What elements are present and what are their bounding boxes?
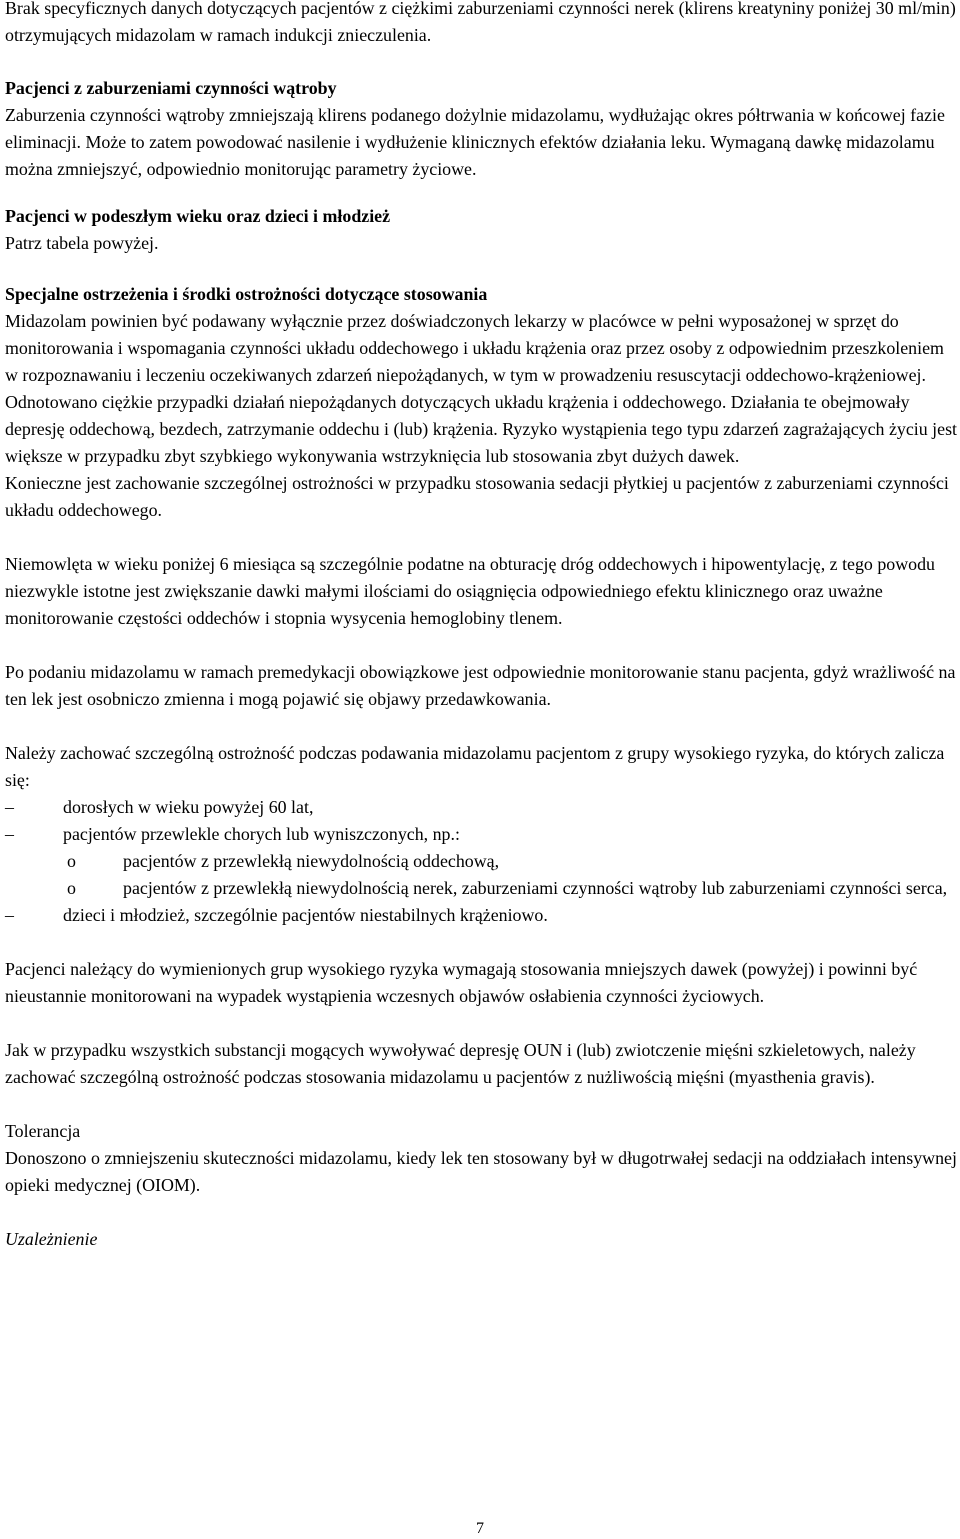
section-heading-addiction: Uzależnienie — [5, 1229, 98, 1249]
sub-list-item-text: pacjentów z przewlekłą niewydolnością oddechową, — [123, 851, 500, 871]
list-item — [5, 794, 957, 821]
section-addiction — [5, 1226, 957, 1253]
paragraph-renal-impairment: Brak specyficznych danych dotyczących pacjentów z ciężkimi zaburzeniami czynności nerek (klirens kreatyniny poniżej 30 ml/min) otrzymujących midazolam w ramach indukcji znieczulenia. — [5, 0, 956, 45]
list-item — [5, 902, 957, 929]
paragraph-high-risk-intro: Należy zachować szczególną ostrożność podczas podawania midazolamu pacjentom z grupy wysokiego ryzyka, do których zalicza się: — [5, 743, 945, 790]
document-page — [5, 0, 957, 1253]
list-item — [5, 821, 957, 848]
sub-list-item — [5, 875, 957, 902]
paragraph-cns-depression: Jak w przypadku wszystkich substancji mogących wywoływać depresję OUN i (lub) zwiotczenie mięśni szkieletowych, należy zachować szczególną ostrożność podczas stosowania midazolamu u pacjentów z nużliwością mięśni (myasthenia gravis). — [5, 1040, 916, 1087]
paragraph-warnings-1: Midazolam powinien być podawany wyłącznie przez doświadczonych lekarzy w placówce w pełni wyposażonej w sprzęt do monitorowania i wspomagania czynności układu oddechowego i układu krążenia oraz przez osoby z odpowiednim przeszkoleniem w rozpoznawaniu i leczeniu oczekiwanych zdarzeń niepożądanych, w tym w prowadzeniu resuscytacji oddechowo-krążeniowej. — [5, 311, 944, 385]
section-elderly-children — [5, 203, 957, 257]
section-high-risk — [5, 740, 957, 929]
list-item-text: pacjentów przewlekle chorych lub wyniszczonych, np.: — [63, 824, 460, 844]
circle-marker: o — [67, 851, 76, 871]
section-heading-liver: Pacjenci z zaburzeniami czynności wątroby — [5, 78, 337, 98]
dash-marker: – — [5, 905, 14, 925]
sub-list-item-text: pacjentów z przewlekłą niewydolnością nerek, zaburzeniami czynności wątroby lub zaburzeniami czynności serca, — [123, 878, 948, 898]
paragraph-warnings-3: Konieczne jest zachowanie szczególnej ostrożności w przypadku stosowania sedacji płytkiej u pacjentów z zaburzeniami czynności układu oddechowego. — [5, 473, 949, 520]
circle-marker: o — [67, 878, 76, 898]
section-heading-tolerance: Tolerancja — [5, 1121, 81, 1141]
paragraph-infants: Niemowlęta w wieku poniżej 6 miesiąca są szczególnie podatne na obturację dróg oddechowych i hipowentylację, z tego powodu niezwykle istotne jest zwiększanie dawki małymi ilościami do osiągnięcia odpowiedniego efektu klinicznego oraz uważne monitorowanie częstości oddechów i stopnia wysycenia hemoglobiny tlenem. — [5, 554, 935, 628]
page-number: 7 — [476, 1520, 484, 1537]
high-risk-list — [5, 794, 957, 929]
section-heading-elderly: Pacjenci w podeszłym wieku oraz dzieci i młodzież — [5, 206, 391, 226]
list-item-text: dzieci i młodzież, szczególnie pacjentów niestabilnych krążeniowo. — [63, 905, 548, 925]
list-item-text: dorosłych w wieku powyżej 60 lat, — [63, 797, 314, 817]
paragraph-elderly: Patrz tabela powyżej. — [5, 233, 159, 253]
dash-marker: – — [5, 824, 14, 844]
dash-marker: – — [5, 797, 14, 817]
paragraph-liver: Zaburzenia czynności wątroby zmniejszają klirens podanego dożylnie midazolamu, wydłużając okres półtrwania w końcowej fazie eliminacji. Może to zatem powodować nasilenie i wydłużenie klinicznych efektów działania leku. Wymaganą dawkę midazolamu można zmniejszyć, odpowiednio monitorując parametry życiowe. — [5, 105, 945, 179]
paragraph-tolerance: Donoszono o zmniejszeniu skuteczności midazolamu, kiedy lek ten stosowany był w długotrwałej sedacji na oddziałach intensywnej opieki medycznej (OIOM). — [5, 1148, 957, 1195]
section-tolerance — [5, 1118, 957, 1199]
section-special-warnings — [5, 281, 957, 524]
paragraph-warnings-2: Odnotowano ciężkie przypadki działań niepożądanych dotyczących układu krążenia i oddechowego. Działania te obejmowały depresję oddechową, bezdech, zatrzymanie oddechu i (lub) krążenia. Ryzyko wystąpienia tego typu zdarzeń zagrażających życiu jest większe w przypadku zbyt szybkiego wykonywania wstrzyknięcia lub stosowania zbyt dużych dawek. — [5, 392, 958, 466]
section-heading-warnings: Specjalne ostrzeżenia i środki ostrożności dotyczące stosowania — [5, 284, 488, 304]
section-liver-impairment — [5, 75, 957, 183]
paragraph-reduced-doses: Pacjenci należący do wymienionych grup wysokiego ryzyka wymagają stosowania mniejszych dawek (powyżej) i powinni być nieustannie monitorowani na wypadek wystąpienia wczesnych objawów osłabienia czynności życiowych. — [5, 959, 918, 1006]
paragraph-premedication: Po podaniu midazolamu w ramach premedykacji obowiązkowe jest odpowiednie monitorowanie stanu pacjenta, gdyż wrażliwość na ten lek jest osobniczo zmienna i mogą pojawić się objawy przedawkowania. — [5, 662, 956, 709]
sub-list-item — [5, 848, 957, 875]
